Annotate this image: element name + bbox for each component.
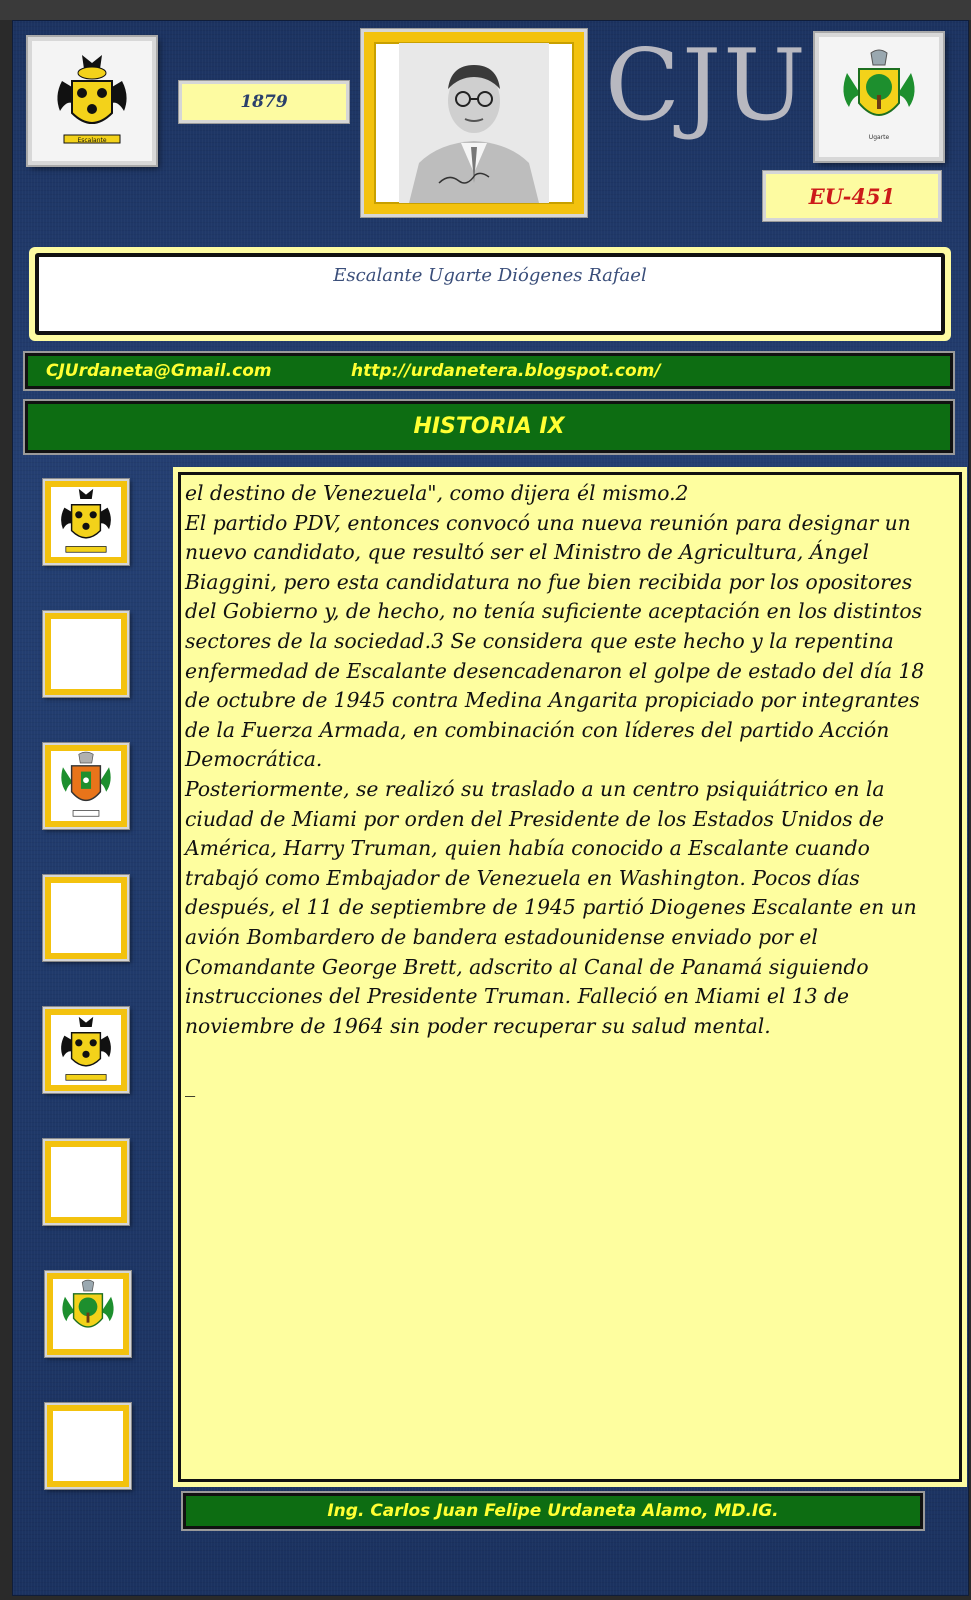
code-label: EU-451	[763, 171, 941, 221]
sidebar-item-crest	[51, 487, 121, 557]
escalante-crest-icon	[54, 1014, 118, 1086]
crest-caption: Escalante	[77, 137, 107, 144]
sidebar-item	[43, 743, 129, 829]
sidebar-item-empty	[51, 619, 121, 689]
top-strip	[0, 0, 971, 20]
sidebar-item	[45, 1403, 131, 1489]
portrait-icon	[399, 43, 549, 203]
sidebar-item	[45, 1271, 131, 1357]
author-footer: Ing. Carlos Juan Felipe Urdaneta Alamo, MD.IG.	[183, 1493, 923, 1529]
ugarte-crest-icon	[56, 1278, 120, 1350]
paragraph: _	[185, 1073, 196, 1098]
escalante-crest-icon	[52, 51, 132, 151]
content-body	[178, 472, 962, 1482]
blog-link[interactable]: http://urdanetera.blogspot.com/	[351, 361, 661, 381]
sidebar-item	[43, 1139, 129, 1225]
sidebar-item	[43, 479, 129, 565]
content-panel	[173, 467, 967, 1487]
sidebar-item	[43, 1007, 129, 1093]
sidebar-item-crest	[51, 1015, 121, 1085]
portrait-photo	[374, 42, 574, 204]
year-label: 1879	[179, 81, 349, 123]
paragraph: El partido PDV, entonces convocó una nueva reunión para designar un nuevo candidato, que resultó ser el Ministro de Agricultura, Ángel Biaggini, pero esta candidatura no fue bien recibida por los opositores del Gobierno y, de hecho, no tenía suficiente aceptación en los distintos sectores de la sociedad.3 Se considera que este hecho y la repentina enfermedad de Escalante desencadenaron el golpe de estado del día 18 de octubre de 1945 contra Medina Angarita propiciado por integrantes de la Fuerza Armada, en combinación con líderes del partido Acción Democrática.	[185, 510, 925, 772]
sidebar-item-empty	[51, 1147, 121, 1217]
sidebar-item-crest	[51, 751, 121, 821]
sidebar-item	[43, 875, 129, 961]
crest-caption: Ugarte	[868, 134, 890, 141]
history-text	[185, 479, 949, 1101]
monogram-cju: CJU	[605, 29, 808, 143]
paragraph: Posteriormente, se realizó su traslado a un centro psiquiátrico en la ciudad de Miami por orden del Presidente de los Estados Unidos de América, Harry Truman, quien había conocido a Escalante cuando trabajó como Embajador de Venezuela en Washington. Pocos días después, el 11 de septiembre de 1945 partió Diogenes Escalante en un avión Bombardero de bandera estadounidense enviado por el Comandante George Brett, adscrito al Canal de Panamá siguiendo instrucciones del Presidente Truman. Falleció en Miami el 13 de noviembre de 1964 sin poder recuperar su salud mental.	[185, 776, 917, 1038]
section-title: HISTORIA IX	[25, 401, 953, 453]
page-panel	[12, 20, 969, 1596]
paragraph: el destino de Venezuela", como dijera él mismo.2	[185, 481, 689, 505]
person-name: Escalante Ugarte Diógenes Rafael	[35, 253, 945, 335]
crest-ugarte-top	[815, 33, 943, 161]
contact-bar	[25, 353, 953, 389]
sidebar-item	[43, 611, 129, 697]
sidebar-item-crest	[53, 1279, 123, 1349]
crest-escalante-top	[28, 37, 156, 165]
email-link[interactable]: CJUrdaneta@Gmail.com	[46, 361, 272, 381]
sidebar-item-empty	[53, 1411, 123, 1481]
escalante-crest-icon	[54, 486, 118, 558]
ugarte-crest-icon	[839, 47, 919, 147]
name-panel	[29, 247, 951, 341]
lira-crest-icon	[54, 750, 118, 822]
portrait-frame	[361, 29, 587, 217]
sidebar-item-empty	[51, 883, 121, 953]
